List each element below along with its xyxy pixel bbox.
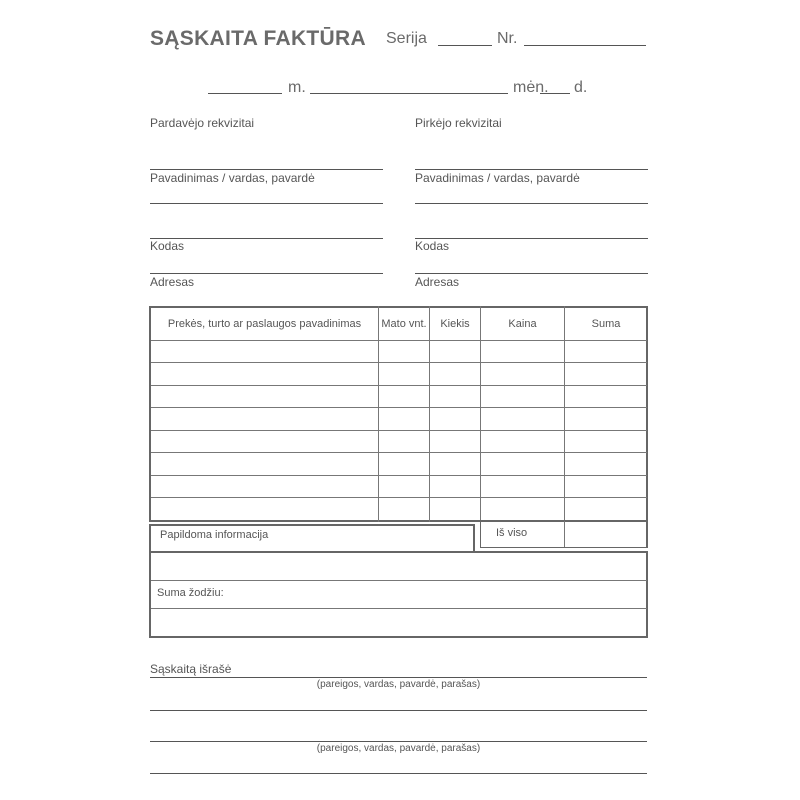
seller-address-field[interactable] <box>150 273 383 274</box>
column-header-quantity: Kiekis <box>440 318 470 330</box>
col-divider <box>378 306 379 522</box>
buyer-name-label: Pavadinimas / vardas, pavardė <box>415 171 580 185</box>
table-row[interactable] <box>151 452 647 453</box>
day-field[interactable] <box>540 93 570 94</box>
number-label: Nr. <box>497 30 518 47</box>
issued-by-field[interactable] <box>150 677 647 678</box>
month-field[interactable] <box>310 93 508 94</box>
series-label: Serija <box>386 30 427 47</box>
buyer-code-field[interactable] <box>415 238 648 239</box>
table-row[interactable] <box>151 340 647 341</box>
table-row[interactable] <box>151 430 647 431</box>
items-table <box>149 306 648 522</box>
year-label: m. <box>288 79 306 96</box>
seller-name-field[interactable] <box>150 169 383 170</box>
issued-by-caption: (pareigos, vardas, pavardė, parašas) <box>316 679 481 690</box>
additional-info-field[interactable] <box>151 580 647 581</box>
column-header-price: Kaina <box>508 318 537 330</box>
received-by-field[interactable] <box>150 741 647 742</box>
buyer-address-field[interactable] <box>415 273 648 274</box>
table-row[interactable] <box>151 407 647 408</box>
col-divider <box>429 306 430 522</box>
buyer-address-label: Adresas <box>415 275 460 289</box>
col-divider <box>480 306 481 548</box>
table-row[interactable] <box>151 385 647 386</box>
table-row[interactable] <box>151 362 647 363</box>
signature-line-2[interactable] <box>150 773 647 774</box>
col-divider <box>564 306 565 548</box>
seller-address-label: Adresas <box>150 275 195 289</box>
column-header-sum: Suma <box>591 318 621 330</box>
buyer-section-label: Pirkėjo rekvizitai <box>415 116 502 130</box>
column-header-item: Prekės, turto ar paslaugos pavadinimas <box>167 318 362 330</box>
buyer-name-field[interactable] <box>415 169 648 170</box>
year-field[interactable] <box>208 93 282 94</box>
additional-info-label: Papildoma informacija <box>160 529 269 541</box>
number-field[interactable] <box>524 45 646 46</box>
received-by-caption: (pareigos, vardas, pavardė, parašas) <box>316 743 481 754</box>
day-label: d. <box>574 79 588 96</box>
amount-in-words-label: Suma žodžiu: <box>157 587 224 599</box>
document-title: SĄSKAITA FAKTŪRA <box>150 27 366 50</box>
seller-code-label: Kodas <box>150 239 185 253</box>
column-header-unit: Mato vnt. <box>381 318 427 330</box>
total-label: Iš viso <box>496 527 528 539</box>
series-field[interactable] <box>438 45 492 46</box>
seller-code-field[interactable] <box>150 238 383 239</box>
month-label: mėn. <box>513 79 549 96</box>
buyer-code-label: Kodas <box>415 239 450 253</box>
seller-name-label: Pavadinimas / vardas, pavardė <box>150 171 315 185</box>
table-row[interactable] <box>151 475 647 476</box>
buyer-name-field-2[interactable] <box>415 203 648 204</box>
amount-in-words-field[interactable] <box>151 608 647 609</box>
extra-box <box>149 551 648 638</box>
issued-by-label: Sąskaitą išrašė <box>150 662 232 676</box>
table-row[interactable] <box>151 497 647 498</box>
seller-name-field-2[interactable] <box>150 203 383 204</box>
signature-line[interactable] <box>150 710 647 711</box>
seller-section-label: Pardavėjo rekvizitai <box>150 116 255 130</box>
